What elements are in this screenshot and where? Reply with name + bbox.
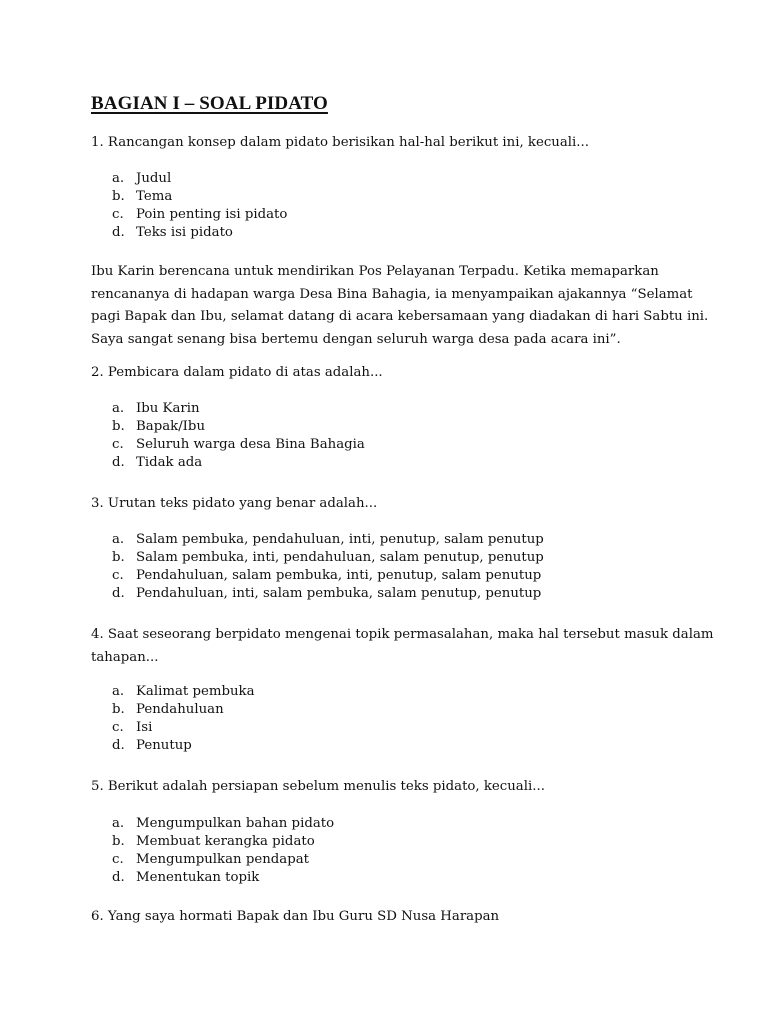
option-text: Salam pembuka, pendahuluan, inti, penutup, salam penutup (136, 532, 544, 547)
option-letter: b. (112, 189, 125, 204)
option-letter: b. (112, 419, 125, 434)
option-text: Mengumpulkan bahan pidato (136, 816, 335, 831)
option-letter: c. (112, 720, 124, 735)
page-title: BAGIAN I – SOAL PIDATO (91, 93, 328, 114)
option-text: Mengumpulkan pendapat (136, 852, 310, 867)
option-letter: a. (112, 532, 125, 547)
question-1-option-b (112, 188, 172, 206)
option-letter: a. (112, 171, 125, 186)
option-text: Salam pembuka, inti, pendahuluan, salam penutup, penutup (136, 550, 544, 565)
question-4-option-d (112, 737, 192, 755)
option-text: Menentukan topik (136, 870, 260, 885)
question-3: 3. Urutan teks pidato yang benar adalah... (91, 496, 378, 511)
option-letter: b. (112, 834, 125, 849)
passage-line: pagi Bapak dan Ibu, selamat datang di acara kebersamaan yang diadakan di hari Sabtu ini. (91, 309, 709, 324)
option-text: Penutup (136, 738, 192, 753)
question-5: 5. Berikut adalah persiapan sebelum menulis teks pidato, kecuali... (91, 779, 545, 794)
option-letter: d. (112, 225, 125, 240)
option-text: Teks isi pidato (136, 225, 233, 240)
question-3-option-d (112, 585, 541, 603)
option-text: Isi (136, 720, 153, 735)
option-text: Tema (136, 189, 173, 204)
option-letter: d. (112, 455, 125, 470)
option-text: Judul (136, 171, 172, 186)
option-letter: c. (112, 568, 124, 583)
question-4-line: tahapan... (91, 649, 159, 665)
option-letter: c. (112, 207, 124, 222)
question-4-option-c (112, 719, 152, 737)
question-1: 1. Rancangan konsep dalam pidato berisikan hal-hal berikut ini, kecuali... (91, 135, 589, 150)
passage-line: Ibu Karin berencana untuk mendirikan Pos Pelayanan Terpadu. Ketika memaparkan (91, 264, 659, 279)
question-2: 2. Pembicara dalam pidato di atas adalah... (91, 365, 383, 380)
question-2-option-a (112, 400, 200, 418)
option-letter: b. (112, 550, 125, 565)
option-letter: a. (112, 401, 125, 416)
question-2-option-b (112, 418, 205, 436)
option-text: Kalimat pembuka (136, 684, 255, 699)
question-5-option-b (112, 833, 315, 851)
option-text: Ibu Karin (136, 401, 200, 416)
question-5-option-a (112, 815, 334, 833)
question-1-option-a (112, 170, 171, 188)
question-3-option-c (112, 567, 541, 585)
question-3-option-b (112, 549, 544, 567)
question-4-option-b (112, 701, 224, 719)
question-1-option-c (112, 206, 287, 224)
question-5-option-c (112, 851, 309, 869)
option-text: Seluruh warga desa Bina Bahagia (136, 437, 365, 452)
question-2-option-c (112, 436, 365, 454)
option-text: Poin penting isi pidato (136, 207, 288, 222)
question-4-option-a (112, 683, 255, 701)
question-6: 6. Yang saya hormati Bapak dan Ibu Guru SD Nusa Harapan (91, 909, 500, 924)
question-4 (91, 624, 714, 669)
question-1-option-d (112, 224, 233, 242)
option-letter: d. (112, 870, 125, 885)
passage-line: Saya sangat senang bisa bertemu dengan seluruh warga desa pada acara ini”. (91, 331, 621, 347)
question-2-option-d (112, 454, 202, 472)
passage-paragraph (91, 261, 708, 351)
passage-line: rencananya di hadapan warga Desa Bina Bahagia, ia menyampaikan ajakannya “Selamat (91, 286, 693, 302)
option-letter: d. (112, 586, 125, 601)
option-letter: d. (112, 738, 125, 753)
option-text: Pendahuluan, salam pembuka, inti, penutup, salam penutup (136, 568, 542, 583)
option-text: Bapak/Ibu (136, 419, 206, 434)
option-text: Membuat kerangka pidato (136, 834, 315, 849)
question-4-line: 4. Saat seseorang berpidato mengenai topik permasalahan, maka hal tersebut masuk dalam (91, 627, 714, 642)
question-5-option-d (112, 869, 259, 887)
option-text: Pendahuluan (136, 702, 224, 717)
option-letter: a. (112, 816, 125, 831)
option-text: Tidak ada (136, 455, 203, 470)
option-letter: c. (112, 852, 124, 867)
option-letter: c. (112, 437, 124, 452)
option-letter: b. (112, 702, 125, 717)
option-letter: a. (112, 684, 125, 699)
question-3-option-a (112, 531, 544, 549)
option-text: Pendahuluan, inti, salam pembuka, salam penutup, penutup (136, 586, 542, 601)
